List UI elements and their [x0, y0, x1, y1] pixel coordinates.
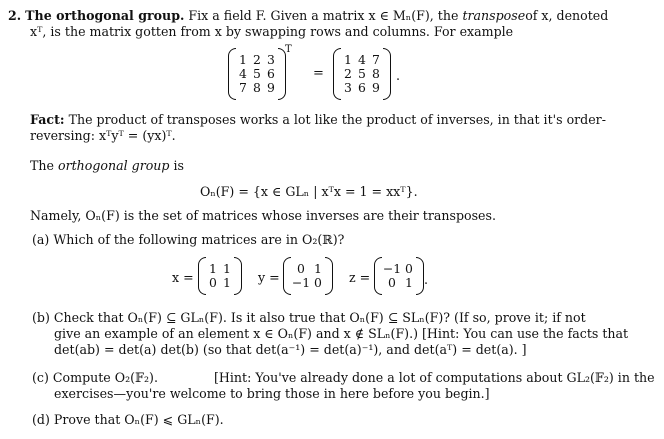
orth-group-term: orthogonal group [57, 158, 170, 173]
part-c-text: Compute O₂(𝔽₂). [52, 370, 158, 385]
part-a-label: (a) [32, 232, 50, 247]
example-left-entry: 6 [267, 66, 275, 81]
matrix-x-entry: 1 [209, 261, 217, 276]
part-b-line-1: (b) Check that Oₙ(F) ⊆ GLₙ(F). Is it also true that Oₙ(F) ⊆ SLₙ(F)? (If so, prove it; if not [32, 310, 586, 325]
matrix-y-entry: 0 [314, 275, 322, 290]
part-d [32, 412, 224, 427]
part-c-label: (c) [32, 370, 49, 385]
example-left-entry: 7 [239, 80, 247, 95]
part-b-line-2: give an example of an element x ∈ Oₙ(F) and x ∉ SLₙ(F).) [Hint: You can use the facts that [54, 326, 629, 341]
example-right-matrix [333, 48, 391, 100]
part-c-hint-1: [Hint: You've already done a lot of computations about GL₂(𝔽₂) in the [214, 370, 655, 385]
matrix-z-entry: 1 [405, 275, 413, 290]
matrix-x-entry: 0 [209, 275, 217, 290]
matrix-y-entry: −1 [291, 275, 311, 290]
fact-label: Fact: [30, 112, 65, 127]
matrix-z-entry: 0 [405, 261, 413, 276]
transpose-sup: T [285, 44, 292, 55]
fact-line-1: Fact: The product of transposes works a lot like the product of inverses, in that it's order- [30, 112, 606, 127]
part-b-label: (b) [32, 310, 50, 325]
example-right-entry: 2 [344, 66, 352, 81]
z-label: z = [349, 270, 371, 285]
matrix-x-entry: 1 [223, 261, 231, 276]
orth-namely: Namely, Oₙ(F) is the set of matrices whose inverses are their transposes. [30, 208, 496, 223]
problem-number: 2. [8, 8, 22, 23]
fact-line-2: reversing: xᵀyᵀ = (yx)ᵀ. [30, 128, 176, 143]
part-c-hint-2: exercises—you're welcome to bring those in here before you begin.] [54, 386, 490, 401]
part-a-period: . [424, 272, 429, 287]
example-left-entry: 9 [267, 80, 275, 95]
problem-title: The orthogonal group. [25, 8, 185, 23]
intro-line-2: xᵀ, is the matrix gotten from x by swapping rows and columns. For example [30, 24, 514, 39]
example-right-entry: 3 [344, 80, 352, 95]
example-right-entry: 1 [344, 52, 352, 67]
example-left-entry: 3 [267, 52, 275, 67]
example-right-entry: 6 [358, 80, 366, 95]
example-left-entry: 1 [239, 52, 247, 67]
example-equals: = [313, 66, 324, 81]
example-right-entry: 4 [358, 52, 366, 67]
intro-line-1: Fix a field F. Given a matrix x ∈ Mₙ(F), the [188, 8, 459, 23]
x-label: x = [172, 270, 194, 285]
intro-line-1-end: of x, denoted [525, 8, 609, 23]
problem-header [8, 8, 608, 23]
example-right-entry: 8 [372, 66, 380, 81]
matrix-y-entry: 1 [314, 261, 322, 276]
example-right-entry: 5 [358, 66, 366, 81]
part-d-label: (d) [32, 412, 50, 427]
example-left-entry: 5 [253, 66, 261, 81]
example-left-matrix [228, 48, 286, 100]
example-left-entry: 8 [253, 80, 261, 95]
matrix-x [198, 257, 242, 295]
matrix-y-entry: 0 [297, 261, 305, 276]
example-right-entry: 7 [372, 52, 380, 67]
example-left-entry: 2 [253, 52, 261, 67]
matrix-x-entry: 1 [223, 275, 231, 290]
matrix-z-entry: −1 [382, 261, 402, 276]
part-b-line-3: det(ab) = det(a) det(b) (so that det(a⁻¹) = det(a)⁻¹), and det(aᵀ) = det(a). ] [54, 342, 527, 357]
matrix-z [374, 257, 424, 295]
example-period: . [396, 68, 401, 83]
example-right-entry: 9 [372, 80, 380, 95]
y-label: y = [258, 270, 280, 285]
orth-intro: The orthogonal group is [30, 158, 184, 173]
part-c-line-1 [32, 370, 158, 385]
matrix-y [283, 257, 333, 295]
part-a-text: Which of the following matrices are in O₂(ℝ)? [53, 232, 345, 247]
orth-formula: Oₙ(F) = {x ∈ GLₙ | xᵀx = 1 = xxᵀ}. [200, 184, 418, 199]
part-a [32, 232, 344, 247]
matrix-z-entry: 0 [388, 275, 396, 290]
example-left-entry: 4 [239, 66, 247, 81]
intro-transpose-term: transpose [462, 8, 526, 23]
part-d-text: Prove that Oₙ(F) ⩽ GLₙ(F). [53, 412, 224, 427]
